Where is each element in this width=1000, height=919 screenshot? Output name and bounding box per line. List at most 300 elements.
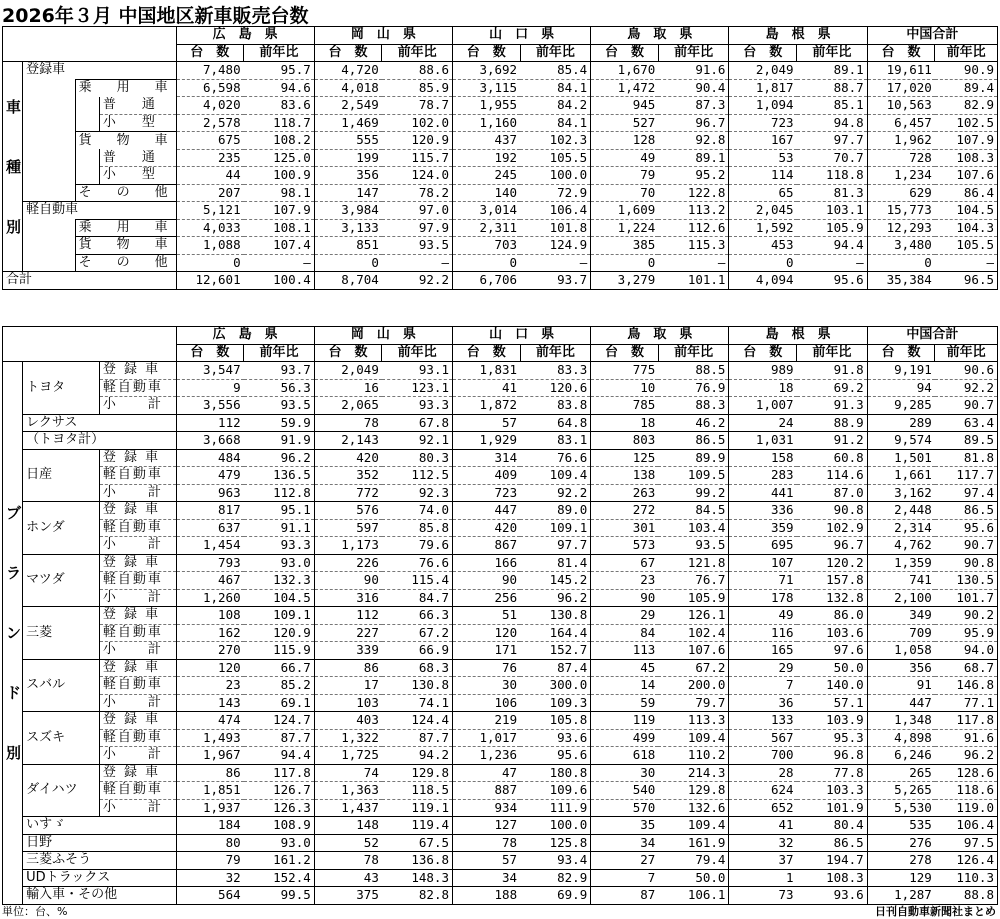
value-cell: 121.8 [658, 554, 729, 572]
brand-sub-label: 登 録 車 [99, 712, 176, 730]
value-cell: 1,831 [453, 362, 521, 380]
value-cell: 1,661 [867, 467, 935, 485]
value-cell: 235 [176, 149, 244, 167]
value-cell: 76.9 [658, 379, 729, 397]
value-cell: 103.9 [797, 712, 868, 730]
value-cell: 1,493 [176, 729, 244, 747]
value-cell: 624 [729, 782, 797, 800]
value-cell: 339 [314, 642, 382, 660]
value-cell: 1,472 [591, 79, 659, 97]
value-cell: 166 [453, 554, 521, 572]
value-cell: 1,359 [867, 554, 935, 572]
value-cell: 83.1 [520, 432, 591, 450]
value-cell: 109.3 [520, 694, 591, 712]
value-cell: 95.2 [658, 167, 729, 185]
value-cell: 675 [176, 132, 244, 150]
value-cell: 79 [591, 167, 659, 185]
value-cell: 97.7 [520, 537, 591, 555]
value-cell: 484 [176, 449, 244, 467]
value-cell: 82.9 [520, 869, 591, 887]
sub-header: 台 数 [453, 344, 521, 362]
value-cell: 44 [176, 167, 244, 185]
value-cell: 352 [314, 467, 382, 485]
value-cell: 14 [591, 677, 659, 695]
brand-sub-label: 軽自動車 [99, 519, 176, 537]
pref-header: 岡 山 県 [314, 327, 452, 345]
value-cell: 68.7 [935, 659, 998, 677]
row-label: そ の 他 [75, 254, 176, 272]
table-row [3, 589, 998, 607]
table-row [3, 782, 998, 800]
value-cell: 132.8 [797, 589, 868, 607]
value-cell: 474 [176, 712, 244, 730]
value-cell: 132.6 [658, 799, 729, 817]
value-cell: 93.5 [244, 397, 315, 415]
value-cell: 88.8 [935, 887, 998, 905]
table-row [3, 869, 998, 887]
value-cell: 152.7 [520, 642, 591, 660]
value-cell: 10 [591, 379, 659, 397]
value-cell: 105.9 [658, 589, 729, 607]
value-cell: 184 [176, 817, 244, 835]
value-cell: 567 [729, 729, 797, 747]
indent-cell [23, 132, 75, 150]
value-cell: 94.2 [382, 747, 453, 765]
value-cell: 597 [314, 519, 382, 537]
value-cell: 66.7 [244, 659, 315, 677]
sub-header: 台 数 [176, 344, 244, 362]
value-cell: 728 [867, 149, 935, 167]
value-cell: 2,314 [867, 519, 935, 537]
value-cell: ― [935, 254, 998, 272]
value-cell: 88.7 [797, 79, 868, 97]
value-cell: 1,348 [867, 712, 935, 730]
value-cell: 1,670 [591, 62, 659, 80]
pref-header: 鳥 取 県 [591, 327, 729, 345]
value-cell: 102.9 [797, 519, 868, 537]
table-row [3, 817, 998, 835]
value-cell: 18 [729, 379, 797, 397]
value-cell: 106 [453, 694, 521, 712]
value-cell: 76.7 [658, 572, 729, 590]
value-cell: 68.3 [382, 659, 453, 677]
value-cell: 105.8 [520, 712, 591, 730]
value-cell: 447 [867, 694, 935, 712]
value-cell: 9,574 [867, 432, 935, 450]
value-cell: 114 [729, 167, 797, 185]
value-cell: 95.1 [244, 502, 315, 520]
sub-header: 前年比 [658, 44, 729, 62]
table-row [3, 272, 998, 290]
brand-sub-label: 小 計 [99, 799, 176, 817]
row-label: そ の 他 [75, 184, 176, 202]
table-row [3, 887, 998, 905]
value-cell: 120 [176, 659, 244, 677]
value-cell: 51 [453, 607, 521, 625]
value-cell: 2,049 [314, 362, 382, 380]
value-cell: 18 [591, 414, 659, 432]
value-cell: 1,967 [176, 747, 244, 765]
value-cell: 115.7 [382, 149, 453, 167]
value-cell: 219 [453, 712, 521, 730]
value-cell: 95.6 [797, 272, 868, 290]
value-cell: 110.3 [935, 869, 998, 887]
value-cell: 148.3 [382, 869, 453, 887]
value-cell: 1,592 [729, 219, 797, 237]
value-cell: 35,384 [867, 272, 935, 290]
brand-name: ダイハツ [23, 764, 100, 817]
value-cell: 120 [453, 624, 521, 642]
value-cell: 78.2 [382, 184, 453, 202]
value-cell: 1,725 [314, 747, 382, 765]
value-cell: 106.1 [658, 887, 729, 905]
pref-header: 岡 山 県 [314, 27, 452, 45]
value-cell: 723 [453, 484, 521, 502]
value-cell: 125.0 [244, 149, 315, 167]
value-cell: 576 [314, 502, 382, 520]
value-cell: 15,773 [867, 202, 935, 220]
table-row [3, 677, 998, 695]
value-cell: 4,720 [314, 62, 382, 80]
value-cell: 409 [453, 467, 521, 485]
value-cell: 23 [176, 677, 244, 695]
value-cell: 85.8 [382, 519, 453, 537]
value-cell: 4,762 [867, 537, 935, 555]
table-row [3, 254, 998, 272]
value-cell: 87 [591, 887, 659, 905]
value-cell: 316 [314, 589, 382, 607]
value-cell: 50.0 [658, 869, 729, 887]
value-cell: 111.9 [520, 799, 591, 817]
value-cell: 94.4 [797, 237, 868, 255]
sub-header: 前年比 [935, 44, 998, 62]
value-cell: 71 [729, 572, 797, 590]
value-cell: 165 [729, 642, 797, 660]
table-row [3, 397, 998, 415]
sub-header: 台 数 [314, 44, 382, 62]
value-cell: 108.2 [244, 132, 315, 150]
brand-sub-label: 軽自動車 [99, 677, 176, 695]
value-cell: ― [797, 254, 868, 272]
value-cell: 95.7 [244, 62, 315, 80]
value-cell: 120.6 [520, 379, 591, 397]
value-cell: 10,563 [867, 97, 935, 115]
brand-name: 三菱 [23, 607, 100, 660]
table-row [3, 572, 998, 590]
value-cell: 37 [729, 852, 797, 870]
brand-sub-label: 小 計 [99, 537, 176, 555]
table-row [3, 852, 998, 870]
value-cell: 0 [452, 254, 520, 272]
value-cell: 130.8 [520, 607, 591, 625]
value-cell: 57.1 [797, 694, 868, 712]
value-cell: 115.3 [658, 237, 729, 255]
sub-header: 台 数 [591, 344, 659, 362]
value-cell: 96.2 [520, 589, 591, 607]
sub-header: 前年比 [244, 44, 315, 62]
table-row [3, 202, 998, 220]
pref-header: 中国合計 [867, 327, 997, 345]
value-cell: 73 [729, 887, 797, 905]
table-row [3, 167, 998, 185]
value-cell: 420 [314, 449, 382, 467]
value-cell: 80.3 [382, 449, 453, 467]
value-cell: 89.1 [658, 149, 729, 167]
value-cell: 105.5 [935, 237, 998, 255]
brand-sub-label: 軽自動車 [99, 572, 176, 590]
value-cell: 7 [591, 869, 659, 887]
value-cell: 91.2 [797, 432, 868, 450]
value-cell: 555 [314, 132, 382, 150]
value-cell: 652 [729, 799, 797, 817]
value-cell: 1,872 [453, 397, 521, 415]
value-cell: 3,547 [176, 362, 244, 380]
row-label: 合計 [3, 272, 177, 290]
value-cell: 66.9 [382, 642, 453, 660]
sub-header: 台 数 [176, 44, 244, 62]
indent-cell [23, 237, 75, 255]
value-cell: 87.7 [382, 729, 453, 747]
table-row [3, 834, 998, 852]
value-cell: 104.5 [935, 202, 998, 220]
brand-name: （トヨタ計） [23, 432, 176, 450]
value-cell: 89.1 [797, 62, 868, 80]
value-cell: 82.9 [935, 97, 998, 115]
value-cell: 67.2 [382, 624, 453, 642]
value-cell: 0 [729, 254, 797, 272]
value-cell: 1,454 [176, 537, 244, 555]
value-cell: 67.8 [382, 414, 453, 432]
value-cell: 270 [176, 642, 244, 660]
value-cell: 81.3 [797, 184, 868, 202]
value-cell: 126.7 [244, 782, 315, 800]
value-cell: 52 [314, 834, 382, 852]
value-cell: 96.5 [935, 272, 998, 290]
indent-cell [75, 149, 99, 167]
value-cell: 709 [867, 624, 935, 642]
value-cell: 79.4 [658, 852, 729, 870]
sub-header: 台 数 [867, 44, 935, 62]
value-cell: 94.8 [797, 114, 868, 132]
value-cell: 79 [176, 852, 244, 870]
value-cell: 93.5 [382, 237, 453, 255]
table-row [3, 519, 998, 537]
value-cell: 84.1 [520, 114, 591, 132]
value-cell: 1,160 [452, 114, 520, 132]
value-cell: 89.5 [935, 432, 998, 450]
value-cell: 703 [452, 237, 520, 255]
value-cell: 46.2 [658, 414, 729, 432]
value-cell: 91.6 [935, 729, 998, 747]
value-cell: 99.5 [244, 887, 315, 905]
value-cell: 87.0 [797, 484, 868, 502]
value-cell: 4,018 [314, 79, 382, 97]
value-cell: 93.6 [797, 887, 868, 905]
value-cell: 119.4 [382, 817, 453, 835]
sub-header: 台 数 [867, 344, 935, 362]
value-cell: 81.4 [520, 554, 591, 572]
value-cell: 1,322 [314, 729, 382, 747]
value-cell: 97.6 [797, 642, 868, 660]
value-cell: 385 [591, 237, 659, 255]
value-cell: 85.1 [797, 97, 868, 115]
value-cell: 100.0 [520, 167, 591, 185]
value-cell: 100.4 [244, 272, 315, 290]
value-cell: 124.7 [244, 712, 315, 730]
value-cell: 441 [729, 484, 797, 502]
value-cell: ― [382, 254, 453, 272]
value-cell: 122.8 [658, 184, 729, 202]
value-cell: 123.1 [382, 379, 453, 397]
value-cell: 91.6 [658, 62, 729, 80]
value-cell: 109.5 [658, 467, 729, 485]
value-cell: 356 [314, 167, 382, 185]
value-cell: 126.4 [935, 852, 998, 870]
value-cell: 152.4 [244, 869, 315, 887]
value-cell: 28 [729, 764, 797, 782]
value-cell: 129.8 [382, 764, 453, 782]
value-cell: 132.3 [244, 572, 315, 590]
value-cell: 467 [176, 572, 244, 590]
value-cell: 85.4 [520, 62, 591, 80]
row-label: 乗 用 車 [75, 79, 176, 97]
value-cell: 110.2 [658, 747, 729, 765]
brand-name: スズキ [23, 712, 100, 765]
value-cell: 78 [314, 414, 382, 432]
value-cell: 90.6 [935, 362, 998, 380]
value-cell: 91 [867, 677, 935, 695]
value-cell: 85.9 [382, 79, 453, 97]
value-cell: 86.4 [935, 184, 998, 202]
sub-header: 前年比 [797, 44, 868, 62]
row-label: 乗 用 車 [75, 219, 176, 237]
value-cell: 104.5 [244, 589, 315, 607]
value-cell: 2,065 [314, 397, 382, 415]
value-cell: 336 [729, 502, 797, 520]
page-title: 2026年３月 中国地区新車販売台数 [2, 5, 309, 27]
value-cell: 128.6 [935, 764, 998, 782]
value-cell: 89.0 [520, 502, 591, 520]
brand-name: いすゞ [23, 817, 176, 835]
value-cell: 103.6 [797, 624, 868, 642]
value-cell: 24 [729, 414, 797, 432]
value-cell: 89.4 [935, 79, 998, 97]
value-cell: 6,706 [452, 272, 520, 290]
value-cell: 69.9 [520, 887, 591, 905]
value-cell: 102.0 [382, 114, 453, 132]
value-cell: 145.2 [520, 572, 591, 590]
indent-cell [23, 254, 75, 272]
value-cell: 107.6 [935, 167, 998, 185]
value-cell: 92.2 [935, 379, 998, 397]
sub-header: 前年比 [658, 344, 729, 362]
value-cell: 129 [867, 869, 935, 887]
value-cell: 108.9 [244, 817, 315, 835]
value-cell: 87.4 [520, 659, 591, 677]
value-cell: 92.8 [658, 132, 729, 150]
value-cell: 140 [452, 184, 520, 202]
value-cell: 96.8 [797, 747, 868, 765]
value-cell: 540 [591, 782, 659, 800]
value-cell: 97.4 [935, 484, 998, 502]
value-cell: 272 [591, 502, 659, 520]
value-cell: 0 [176, 254, 244, 272]
value-cell: 2,049 [729, 62, 797, 80]
value-cell: 136.5 [244, 467, 315, 485]
value-cell: 84.7 [382, 589, 453, 607]
value-cell: 109.1 [244, 607, 315, 625]
value-cell: 115.9 [244, 642, 315, 660]
value-cell: 80 [176, 834, 244, 852]
value-cell: 95.6 [935, 519, 998, 537]
value-cell: 90.8 [935, 554, 998, 572]
value-cell: 100.9 [244, 167, 315, 185]
value-cell: 314 [453, 449, 521, 467]
value-cell: 4,898 [867, 729, 935, 747]
value-cell: 3,014 [452, 202, 520, 220]
indent-cell [23, 167, 75, 185]
value-cell: ― [520, 254, 591, 272]
row-label: 貨 物 車 [75, 132, 176, 150]
value-cell: 92.2 [382, 272, 453, 290]
value-cell: 45 [591, 659, 659, 677]
value-cell: 7 [729, 677, 797, 695]
value-cell: 7,480 [176, 62, 244, 80]
value-cell: 80.4 [797, 817, 868, 835]
value-cell: 82.8 [382, 887, 453, 905]
value-cell: 59 [591, 694, 659, 712]
value-cell: 1,017 [453, 729, 521, 747]
value-cell: 1,437 [314, 799, 382, 817]
value-cell: 9,191 [867, 362, 935, 380]
value-cell: 420 [453, 519, 521, 537]
value-cell: 1,173 [314, 537, 382, 555]
value-cell: 74.1 [382, 694, 453, 712]
table-row [3, 799, 998, 817]
value-cell: 65 [729, 184, 797, 202]
value-cell: 2,549 [314, 97, 382, 115]
brand-sub-label: 登 録 車 [99, 449, 176, 467]
value-cell: 1,817 [729, 79, 797, 97]
value-cell: 1,031 [729, 432, 797, 450]
brand-sub-label: 登 録 車 [99, 659, 176, 677]
value-cell: 108.3 [797, 869, 868, 887]
pref-header: 広 島 県 [176, 27, 314, 45]
value-cell: 88.5 [658, 362, 729, 380]
table-row [3, 379, 998, 397]
value-cell: 851 [314, 237, 382, 255]
value-cell: 227 [314, 624, 382, 642]
row-label: 登録車 [23, 62, 176, 80]
value-cell: 70.7 [797, 149, 868, 167]
value-cell: 78 [314, 852, 382, 870]
value-cell: 57 [453, 852, 521, 870]
value-cell: 112.8 [244, 484, 315, 502]
value-cell: 49 [729, 607, 797, 625]
pref-header: 広 島 県 [176, 327, 314, 345]
value-cell: ― [244, 254, 315, 272]
value-cell: 479 [176, 467, 244, 485]
value-cell: 84.2 [520, 97, 591, 115]
value-cell: 49 [591, 149, 659, 167]
value-cell: 90.9 [935, 62, 998, 80]
brand-sub-label: 登 録 車 [99, 607, 176, 625]
value-cell: 1,962 [867, 132, 935, 150]
table-row [3, 712, 998, 730]
value-cell: 32 [729, 834, 797, 852]
value-cell: 41 [453, 379, 521, 397]
value-cell: 72.9 [520, 184, 591, 202]
